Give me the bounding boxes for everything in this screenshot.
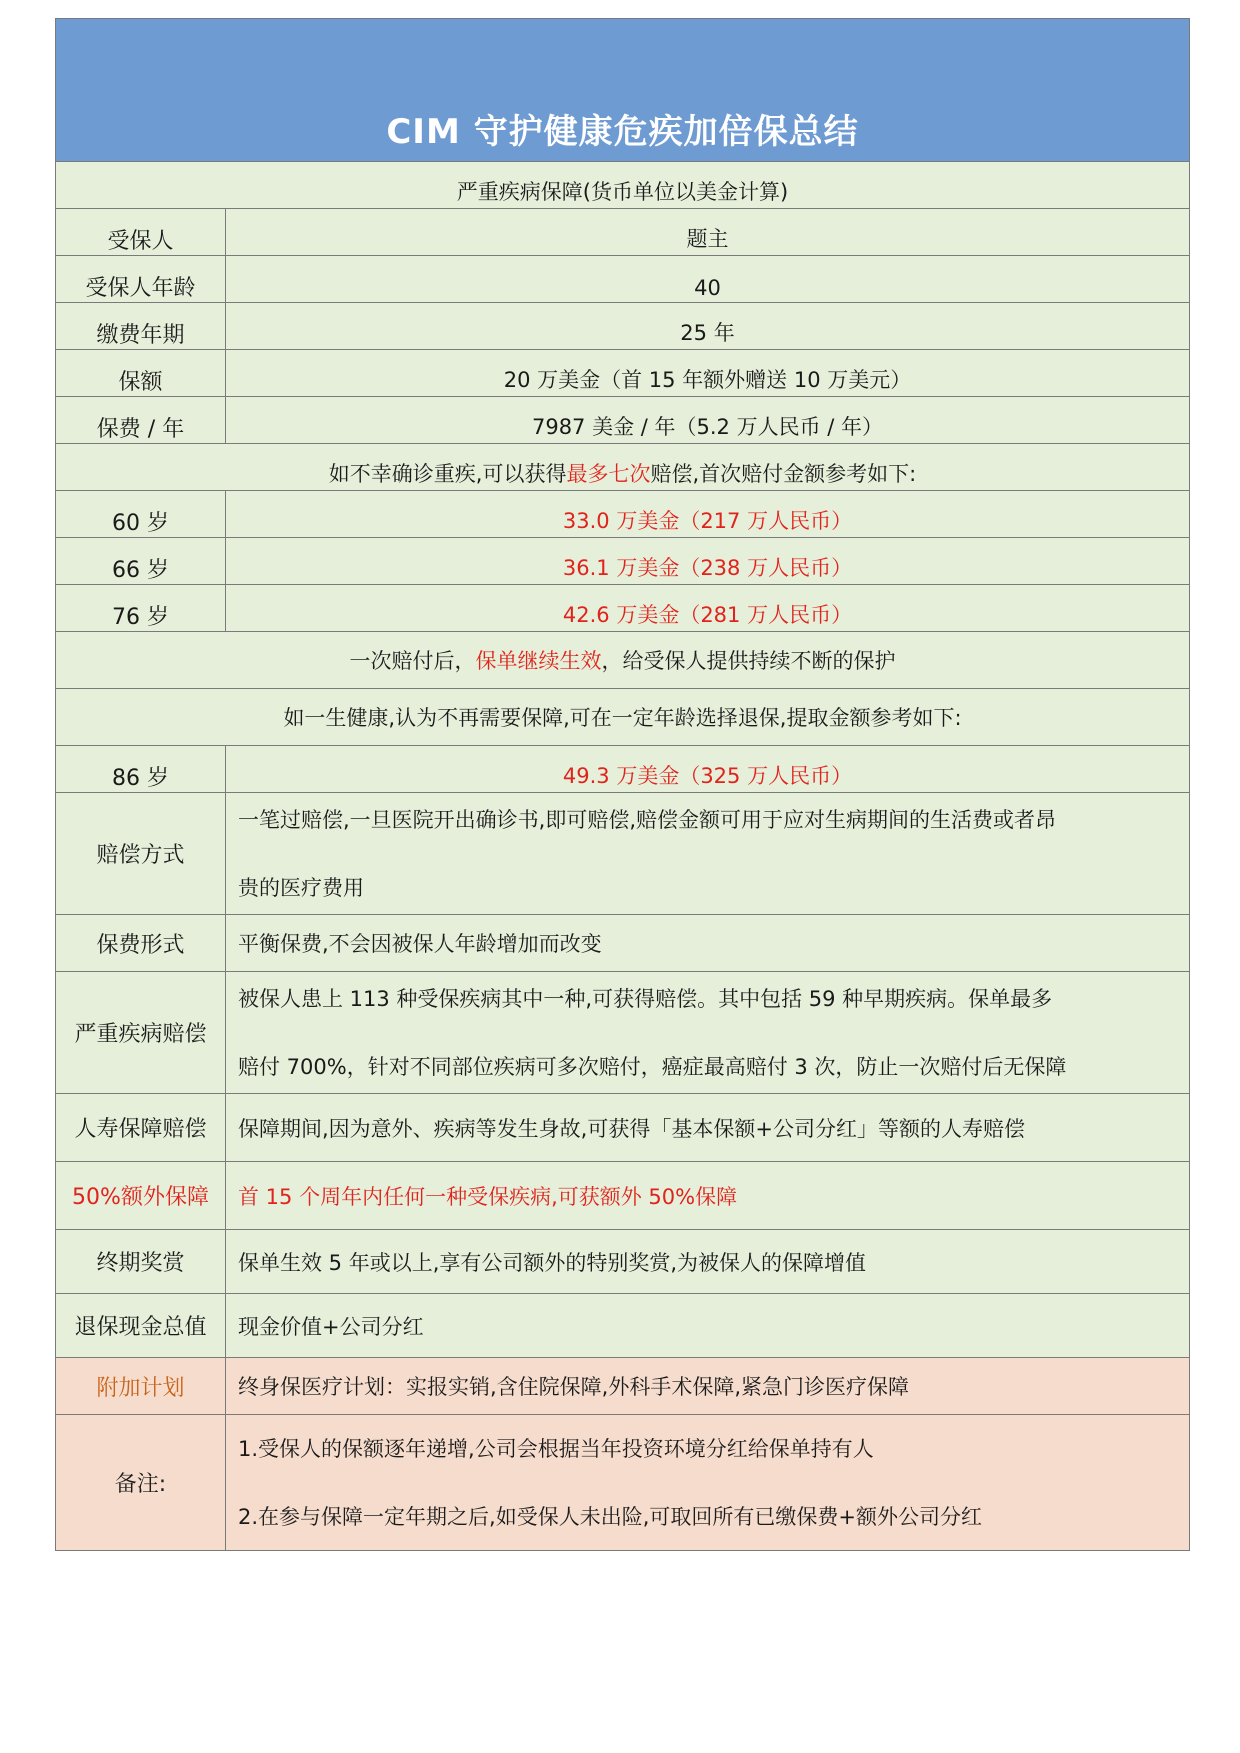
surrender-intro: 如一生健康,认为不再需要保障,可在一定年龄选择退保,提取金额参考如下: bbox=[283, 706, 962, 730]
table-row bbox=[56, 490, 1189, 537]
continue-note-prefix: 一次赔付后， bbox=[349, 649, 476, 673]
detail-label: 赔偿方式 bbox=[56, 793, 226, 914]
table-row bbox=[56, 302, 1189, 349]
detail-value bbox=[226, 793, 1189, 914]
continue-note bbox=[56, 632, 1189, 688]
detail-label: 保费形式 bbox=[56, 915, 226, 971]
detail-value: 保单生效 5 年或以上,享有公司额外的特别奖赏,为被保人的保障增值 bbox=[238, 1250, 867, 1275]
table-row bbox=[56, 208, 1189, 255]
table-row bbox=[56, 396, 1189, 443]
detail-row bbox=[56, 971, 1189, 1093]
row-label: 保额 bbox=[56, 350, 226, 396]
row-value: 题主 bbox=[686, 227, 729, 251]
detail-label: 50%额外保障 bbox=[56, 1162, 226, 1229]
remarks-label: 备注: bbox=[56, 1415, 226, 1550]
row-value: 40 bbox=[694, 276, 721, 300]
surrender-amount: 49.3 万美金（325 万人民币） bbox=[562, 764, 853, 788]
table-title: CIM 守护健康危疾加倍保总结 bbox=[56, 18, 1189, 161]
detail-value: 平衡保费,不会因被保人年龄增加而改变 bbox=[238, 932, 602, 956]
claim-intro-suffix: 赔偿,首次赔付金额参考如下: bbox=[650, 462, 917, 486]
section-header-row bbox=[56, 161, 1189, 208]
detail-row bbox=[56, 792, 1189, 914]
addon-value: 终身保医疗计划：实报实销,含住院保障,外科手术保障,紧急门诊医疗保障 bbox=[238, 1375, 910, 1399]
remarks-row bbox=[56, 1414, 1189, 1550]
detail-line: 贵的医疗费用 bbox=[238, 875, 364, 900]
claim-intro bbox=[56, 444, 1189, 490]
detail-label: 终期奖赏 bbox=[56, 1230, 226, 1293]
addon-label: 附加计划 bbox=[56, 1358, 226, 1414]
detail-row bbox=[56, 1161, 1189, 1229]
detail-row bbox=[56, 1293, 1189, 1357]
age-label: 76 岁 bbox=[56, 585, 226, 631]
age-label: 86 岁 bbox=[56, 746, 226, 792]
detail-label: 退保现金总值 bbox=[56, 1294, 226, 1357]
section-header: 严重疾病保障(货币单位以美金计算) bbox=[456, 180, 789, 204]
row-value: 20 万美金（首 15 年额外赠送 10 万美元） bbox=[503, 368, 912, 392]
claim-intro-prefix: 如不幸确诊重疾,可以获得 bbox=[328, 462, 567, 486]
remarks-value bbox=[226, 1415, 1189, 1550]
claim-intro-highlight: 最多七次 bbox=[566, 462, 651, 486]
row-label: 保费 / 年 bbox=[56, 397, 226, 443]
summary-table bbox=[55, 18, 1190, 1551]
detail-row bbox=[56, 1229, 1189, 1293]
claim-amount: 42.6 万美金（281 万人民币） bbox=[562, 603, 853, 627]
remark-line: 1.受保人的保额逐年递增,公司会根据当年投资环境分红给保单持有人 bbox=[238, 1436, 874, 1461]
row-value: 7987 美金 / 年（5.2 万人民币 / 年） bbox=[531, 415, 884, 439]
detail-label: 严重疾病赔偿 bbox=[56, 972, 226, 1093]
detail-row bbox=[56, 1093, 1189, 1161]
remark-line: 2.在参与保障一定年期之后,如受保人未出险,可取回所有已缴保费+额外公司分红 bbox=[238, 1504, 982, 1529]
detail-row bbox=[56, 914, 1189, 971]
detail-line: 被保人患上 113 种受保疾病其中一种,可获得赔偿。其中包括 59 种早期疾病。保单最多 bbox=[238, 986, 1053, 1011]
claim-amount: 36.1 万美金（238 万人民币） bbox=[562, 556, 853, 580]
detail-value: 保障期间,因为意外、疾病等发生身故,可获得「基本保额+公司分红」等额的人寿赔偿 bbox=[238, 1116, 1025, 1141]
detail-value: 现金价值+公司分红 bbox=[238, 1314, 424, 1339]
row-label: 缴费年期 bbox=[56, 303, 226, 349]
row-value: 25 年 bbox=[680, 321, 735, 345]
claim-intro-row bbox=[56, 443, 1189, 490]
detail-line: 一笔过赔偿,一旦医院开出确诊书,即可赔偿,赔偿金额可用于应对生病期间的生活费或者昂 bbox=[238, 807, 1057, 832]
continue-note-highlight: 保单继续生效 bbox=[475, 649, 602, 673]
row-label: 受保人年龄 bbox=[56, 256, 226, 302]
detail-value: 首 15 个周年内任何一种受保疾病,可获额外 50%保障 bbox=[238, 1184, 738, 1209]
age-label: 66 岁 bbox=[56, 538, 226, 584]
row-label: 受保人 bbox=[56, 209, 226, 255]
detail-line: 赔付 700%，针对不同部位疾病可多次赔付，癌症最高赔付 3 次，防止一次赔付后无保障 bbox=[238, 1054, 1067, 1079]
age-label: 60 岁 bbox=[56, 491, 226, 537]
table-row bbox=[56, 584, 1189, 631]
continue-note-suffix: ，给受保人提供持续不断的保护 bbox=[601, 649, 896, 673]
detail-label: 人寿保障赔偿 bbox=[56, 1094, 226, 1161]
detail-value bbox=[226, 972, 1189, 1093]
table-row bbox=[56, 537, 1189, 584]
table-row bbox=[56, 349, 1189, 396]
addon-row bbox=[56, 1357, 1189, 1414]
surrender-intro-row bbox=[56, 688, 1189, 745]
continue-note-row bbox=[56, 631, 1189, 688]
claim-amount: 33.0 万美金（217 万人民币） bbox=[562, 509, 853, 533]
table-row bbox=[56, 255, 1189, 302]
